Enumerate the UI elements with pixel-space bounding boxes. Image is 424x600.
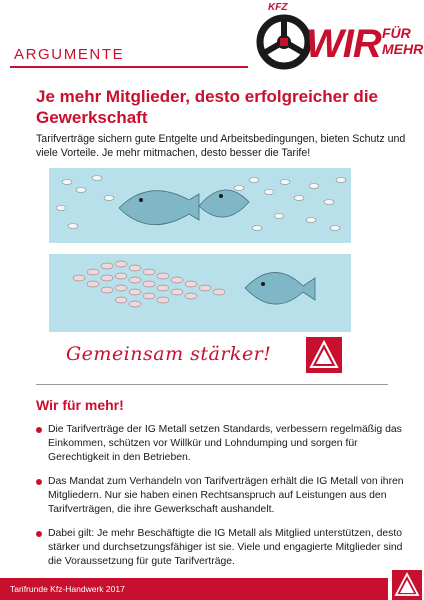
logo-kfz-text: KFZ — [268, 2, 288, 13]
page-title: Je mehr Mitglieder, desto erfolgreicher die Gewerkschaft — [36, 87, 378, 127]
bullet-dot-icon — [36, 531, 42, 537]
bullet-list — [36, 423, 408, 579]
footer-text: Tarifrunde Kfz-Handwerk 2017 — [10, 584, 125, 594]
page-header — [0, 0, 424, 78]
igmetall-logo-icon — [306, 337, 342, 373]
steering-wheel-icon — [254, 12, 314, 72]
intro-text: Tarifverträge sichern gute Entgelte und Arbeitsbedingungen, bieten Schutz und viele Vorteile. Je mehr mitmachen, desto besser die Tarife! — [36, 133, 406, 159]
slogan-text: Gemeinsam stärker! — [66, 343, 272, 365]
list-item-text: Das Mandat zum Verhandeln von Tarifverträgen erhält die IG Metall von ihren Mitgliedern. Nur sie haben einen Rechtsanspruch auf Leistungen aus den Tarifverträgen, die ihre Gewerkschaft aushandelt. — [48, 476, 404, 515]
content-divider — [36, 384, 388, 385]
section-rule — [10, 66, 248, 68]
section-label: ARGUMENTE — [14, 46, 125, 63]
section-title: Wir für mehr! — [36, 397, 124, 413]
logo-wir-text: WIR — [306, 22, 381, 66]
bullet-dot-icon — [36, 427, 42, 433]
bullet-dot-icon — [36, 479, 42, 485]
list-item — [36, 475, 408, 517]
wir-fuer-mehr-logo — [250, 0, 424, 78]
fish-illustration — [49, 168, 351, 332]
igmetall-logo-icon — [392, 570, 422, 600]
list-item — [36, 527, 408, 569]
list-item — [36, 423, 408, 465]
page-footer — [0, 570, 424, 600]
list-item-text: Die Tarifverträge der IG Metall setzen Standards, verbessern regelmäßig das Einkommen, schützen vor Willkür und Lohndumping und sorgen für Gerechtigkeit in den Betrieben. — [48, 424, 402, 463]
list-item-text: Dabei gilt: Je mehr Beschäftigte die IG Metall als Mitglied unterstützen, desto stärker und durchsetzungsfähiger ist sie. Viele und engagierte Mitglieder sind die Voraussetzung für gute Tarifverträge. — [48, 528, 403, 567]
logo-fuer-text: FÜR — [382, 25, 411, 41]
fish-drawing — [49, 168, 351, 332]
logo-mehr-text: MEHR — [382, 41, 424, 57]
